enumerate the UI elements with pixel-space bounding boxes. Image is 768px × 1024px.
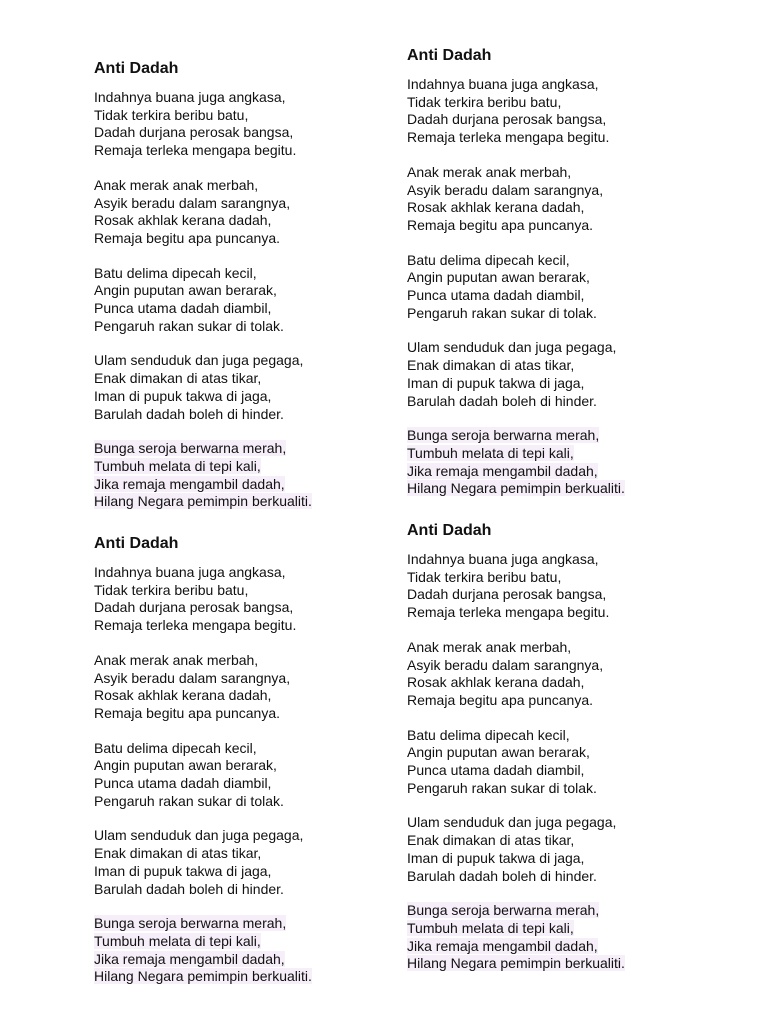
poem-line: Remaja terleka mengapa begitu. [94,142,297,159]
poem-line: Jika remaja mengambil dadah, [407,937,598,954]
stanza-3 [407,252,737,323]
stanza-5 [94,440,424,511]
poem-line: Punca utama dadah diambil, [94,775,272,792]
poem-line: Rosak akhlak kerana dadah, [94,212,272,229]
poem-title: Anti Dadah [94,535,179,552]
stanza-1 [407,551,737,622]
poem-line: Pengaruh rakan sukar di tolak. [407,304,597,321]
poem-line: Jika remaja mengambil dadah, [407,462,598,479]
poem-line: Angin puputan awan berarak, [407,744,590,761]
poem-line: Tumbuh melata di tepi kali, [407,919,574,936]
poem-line: Asyik beradu dalam sarangnya, [407,181,604,198]
poem-line: Batu delima dipecah kecil, [94,264,257,281]
poem-line: Dadah durjana perosak bangsa, [407,586,607,603]
poem-line: Ulam senduduk dan juga pegaga, [94,352,304,369]
poem-line: Dadah durjana perosak bangsa, [407,111,607,128]
stanza-2 [407,164,737,235]
poem-line: Remaja begitu apa puncanya. [94,704,281,721]
poem-line: Rosak akhlak kerana dadah, [407,674,585,691]
poem-line: Tumbuh melata di tepi kali, [407,444,574,461]
poem-line: Iman di pupuk takwa di jaga, [407,374,585,391]
poem-line: Remaja terleka mengapa begitu. [407,604,610,621]
poem-line: Dadah durjana perosak bangsa, [94,599,294,616]
poem-line: Indahnya buana juga angkasa, [407,76,599,92]
poem-line: Iman di pupuk takwa di jaga, [94,387,272,404]
poem-line: Barulah dadah boleh di hinder. [94,405,284,422]
poem-line: Enak dimakan di atas tikar, [94,370,262,387]
poem-line: Enak dimakan di atas tikar, [407,357,575,374]
stanza-3 [94,265,424,336]
poem-line: Punca utama dadah diambil, [407,287,585,304]
poem-line: Rosak akhlak kerana dadah, [94,687,272,704]
poem-line: Angin puputan awan berarak, [94,757,277,774]
stanza-4 [94,352,424,423]
poem-top-right [407,46,737,515]
poem-line: Jika remaja mengambil dadah, [94,475,285,492]
poem-line: Angin puputan awan berarak, [94,282,277,299]
stanza-2 [407,639,737,710]
poem-line: Punca utama dadah diambil, [407,762,585,779]
poem-line: Remaja terleka mengapa begitu. [94,617,297,634]
poem-line: Remaja begitu apa puncanya. [407,691,594,708]
poem-line: Angin puputan awan berarak, [407,269,590,286]
poem-line: Ulam senduduk dan juga pegaga, [407,339,617,356]
poem-line: Asyik beradu dalam sarangnya, [94,669,291,686]
stanza-3 [94,740,424,811]
poem-bottom-left [94,534,424,1003]
poem-line: Barulah dadah boleh di hinder. [407,392,597,409]
poem-line: Tidak terkira beribu batu, [94,581,249,598]
poem-line: Hilang Negara pemimpin berkualiti. [407,955,625,972]
poem-line: Indahnya buana juga angkasa, [407,551,599,567]
poem-line: Anak merak anak merbah, [94,651,259,668]
poem-line: Asyik beradu dalam sarangnya, [407,656,604,673]
poem-line: Pengaruh rakan sukar di tolak. [94,317,284,334]
poem-line: Anak merak anak merbah, [407,638,572,655]
poem-line: Bunga seroja berwarna merah, [94,915,287,932]
poem-title: Anti Dadah [407,522,492,539]
poem-line: Barulah dadah boleh di hinder. [94,880,284,897]
poem-line: Punca utama dadah diambil, [94,300,272,317]
poem-line: Batu delima dipecah kecil, [407,251,570,268]
poem-line: Pengaruh rakan sukar di tolak. [94,792,284,809]
poem-title: Anti Dadah [407,47,492,64]
stanza-5 [94,915,424,986]
poem-line: Jika remaja mengambil dadah, [94,950,285,967]
poem-line: Remaja begitu apa puncanya. [407,216,594,233]
poem-line: Barulah dadah boleh di hinder. [407,867,597,884]
stanza-5 [407,427,737,498]
poem-top-left [94,59,424,528]
poem-line: Hilang Negara pemimpin berkualiti. [94,968,312,985]
poem-line: Tidak terkira beribu batu, [407,93,562,110]
poem-line: Indahnya buana juga angkasa, [94,564,286,580]
poem-line: Asyik beradu dalam sarangnya, [94,194,291,211]
stanza-1 [94,564,424,635]
poem-line: Bunga seroja berwarna merah, [94,440,287,457]
poem-bottom-right [407,521,737,990]
poem-line: Tumbuh melata di tepi kali, [94,932,261,949]
poem-line: Tidak terkira beribu batu, [94,106,249,123]
stanza-5 [407,902,737,973]
stanza-2 [94,177,424,248]
poem-line: Rosak akhlak kerana dadah, [407,199,585,216]
stanza-4 [407,339,737,410]
stanza-4 [94,827,424,898]
poem-line: Batu delima dipecah kecil, [94,739,257,756]
poem-title: Anti Dadah [94,60,179,77]
stanza-2 [94,652,424,723]
poem-line: Anak merak anak merbah, [94,176,259,193]
poem-line: Hilang Negara pemimpin berkualiti. [94,493,312,510]
stanza-4 [407,814,737,885]
poem-line: Remaja terleka mengapa begitu. [407,129,610,146]
poem-line: Anak merak anak merbah, [407,163,572,180]
poem-line: Enak dimakan di atas tikar, [407,832,575,849]
poem-line: Bunga seroja berwarna merah, [407,902,600,919]
poem-line: Ulam senduduk dan juga pegaga, [407,814,617,831]
poem-line: Bunga seroja berwarna merah, [407,427,600,444]
poem-line: Batu delima dipecah kecil, [407,726,570,743]
poem-line: Tidak terkira beribu batu, [407,568,562,585]
poem-line: Dadah durjana perosak bangsa, [94,124,294,141]
poem-line: Remaja begitu apa puncanya. [94,229,281,246]
poem-line: Iman di pupuk takwa di jaga, [94,862,272,879]
poem-line: Iman di pupuk takwa di jaga, [407,849,585,866]
poem-line: Enak dimakan di atas tikar, [94,845,262,862]
poem-line: Indahnya buana juga angkasa, [94,89,286,105]
stanza-1 [407,76,737,147]
stanza-3 [407,727,737,798]
stanza-1 [94,89,424,160]
poem-line: Hilang Negara pemimpin berkualiti. [407,480,625,497]
poem-line: Pengaruh rakan sukar di tolak. [407,779,597,796]
poem-line: Ulam senduduk dan juga pegaga, [94,827,304,844]
poem-line: Tumbuh melata di tepi kali, [94,457,261,474]
